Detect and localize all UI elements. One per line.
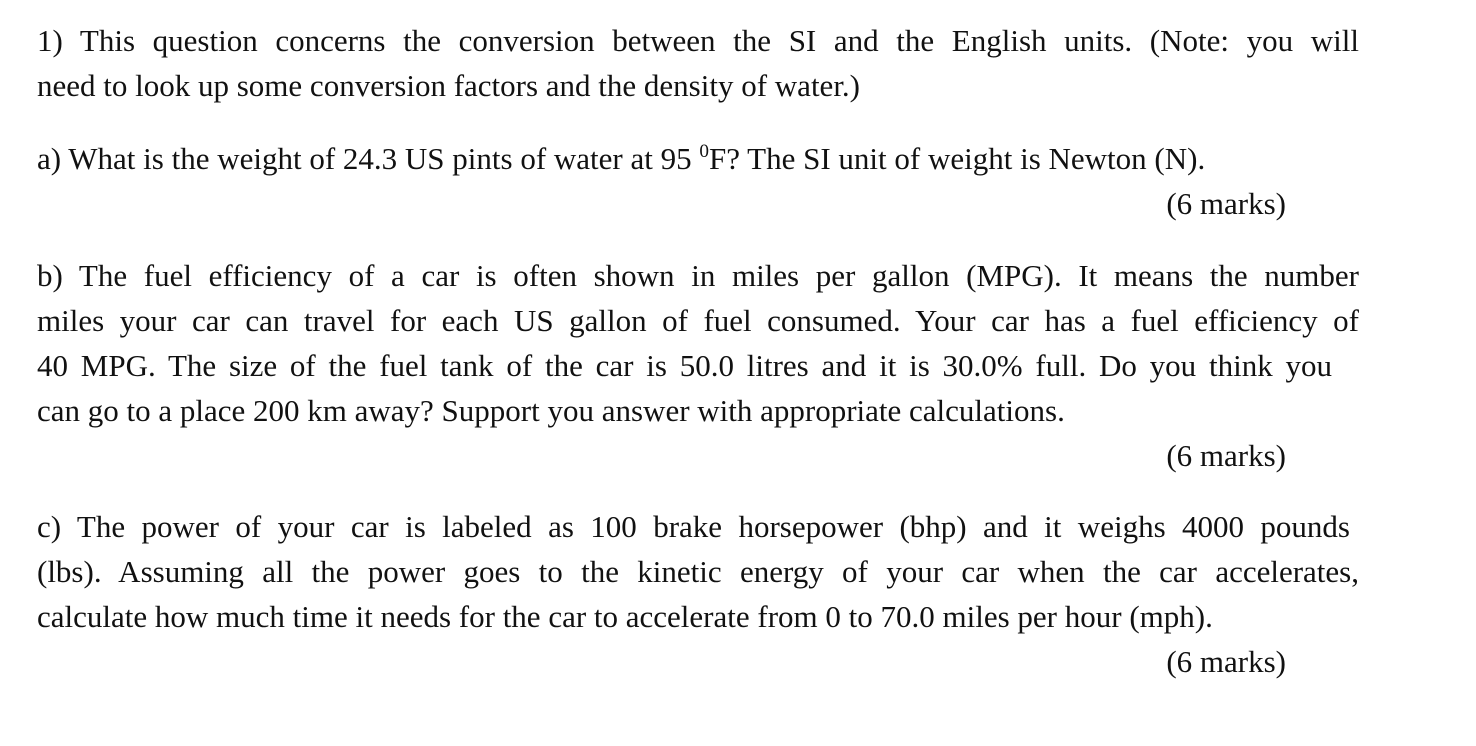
paragraph-spacer [37,226,1359,253]
part-a-marks: (6 marks) [1166,186,1286,221]
paragraph-spacer [37,478,1359,504]
degree-superscript: 0 [699,141,709,163]
part-c [37,504,1359,684]
paragraph-spacer [37,108,1359,136]
part-a-text [37,136,1359,181]
part-b-marks: (6 marks) [1166,438,1286,473]
intro-line: need to look up some conversion factors and the density of water.) [37,68,860,103]
part-c-line: c) The power of your car is labeled as 100 brake horsepower (bhp) and it weighs 4000 pounds [37,509,1350,544]
part-b-line: miles your car can travel for each US gallon of fuel consumed. Your car has a fuel efficiency of [37,303,1359,338]
part-a-text-start: a) What is the weight of 24.3 US pints of water at 95 [37,141,700,176]
part-c-line: calculate how much time it needs for the car to accelerate from 0 to 70.0 miles per hour (mph). [37,599,1213,634]
part-a-text-end: F? The SI unit of weight is Newton (N). [708,141,1206,176]
part-b-line: can go to a place 200 km away? Support you answer with appropriate calculations. [37,393,1065,428]
part-b [37,253,1359,478]
part-b-line: 40 MPG. The size of the fuel tank of the car is 50.0 litres and it is 30.0% full. Do you think you [37,348,1332,383]
question-intro [37,18,1359,108]
part-b-line: b) The fuel efficiency of a car is often shown in miles per gallon (MPG). It means the number [37,258,1359,293]
question-document [37,18,1359,684]
part-c-marks: (6 marks) [1166,644,1286,679]
part-a [37,136,1359,226]
intro-line: 1) This question concerns the conversion between the SI and the English units. (Note: you will [37,23,1359,58]
part-c-line: (lbs). Assuming all the power goes to the kinetic energy of your car when the car accelerates, [37,554,1359,589]
